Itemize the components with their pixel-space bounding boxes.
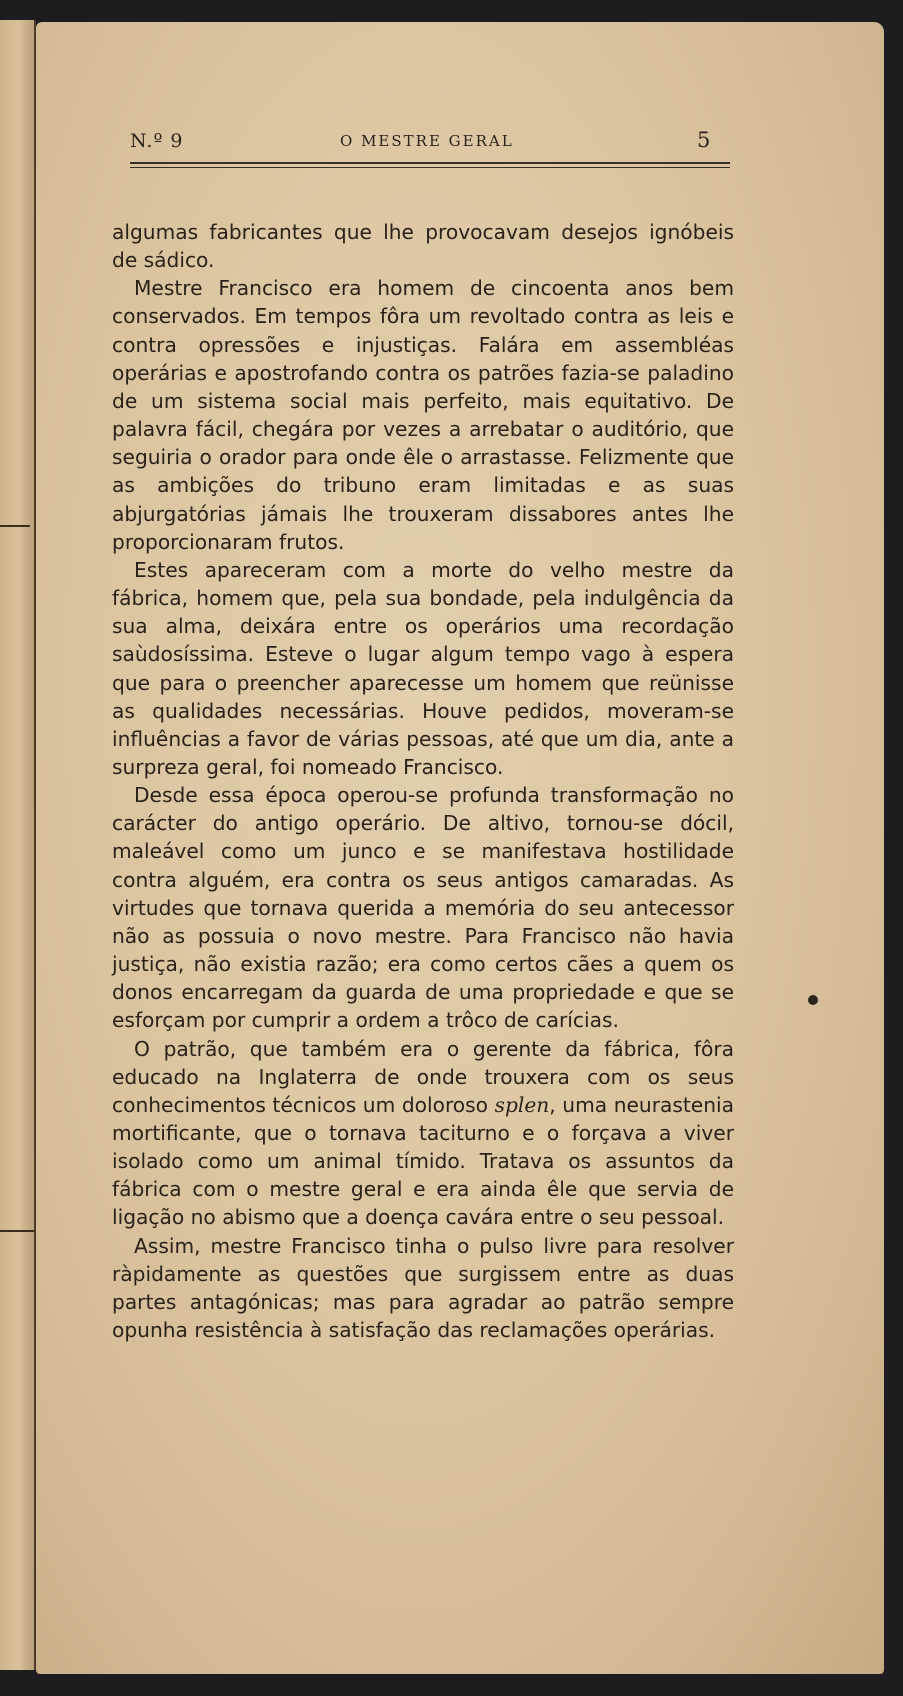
body-text [112,218,734,1344]
binding-mark [0,1230,34,1232]
paragraph-text: Estes apareceram com a morte do velho mestre da fábrica, homem que, pela sua bondade, pela indulgência da sua alma, deixára entre os operários uma recordação saùdosíssima. Esteve o lugar algum tempo vago à espera que para o preencher aparecesse um homem que reünisse as qualidades necessárias. Houve pedidos, moveram-se influências a favor de várias pessoas, até que um dia, ante a surpreza geral, foi nomeado Francisco. [112,557,734,779]
paragraph [112,274,734,556]
page-number: 5 [697,128,711,152]
running-title: O MESTRE GERAL [340,132,514,150]
paragraph [112,556,734,781]
paragraph [112,781,734,1034]
paragraph-text: algumas fabricantes que lhe provocavam desejos ignóbeis de sádico. [112,220,734,273]
italic-word: splen [494,1092,550,1117]
paragraph [112,1035,734,1232]
issue-number: N.º 9 [130,130,184,152]
paragraph [112,1232,734,1345]
paragraph-text: Desde essa época operou-se profunda transformação no carácter do antigo operário. De altivo, tornou-se dócil, maleável como um junco e se manifestava hostilidade contra alguém, era contra os seus antigos camaradas. As virtudes que tornava querida a memória do seu antecessor não as possuia o novo mestre. Para Francisco não havia justiça, não existia razão; era como certos cães a quem os donos encarregam da guarda de uma propriedade e que se esforçam por cumprir a ordem a trôco de carícias. [112,783,734,1033]
header-rule-thin [130,167,730,168]
binding-mark [0,525,30,527]
paragraph-text: Assim, mestre Francisco tinha o pulso livre para resolver ràpidamente as questões que surgissem entre as duas partes antagónicas; mas para agradar ao patrão sempre opunha resistência à satisfação das reclamações operárias. [112,1233,734,1343]
paper-hole [808,995,818,1005]
previous-page-edge [0,20,36,1670]
paragraph-text: O patrão, que também era o gerente da fábrica, fôra educado na Inglaterra de onde trouxera com os seus conhecimentos técnicos um doloroso [112,1036,734,1117]
header-rule [130,162,730,164]
paragraph-text: , uma neurastenia mortificante, que o tornava taciturno e o forçava a viver isolado como um animal tímido. Tratava os assuntos da fábrica com o mestre geral e era ainda êle que servia de ligação no abismo que a doença cavára entre o seu pessoal. [112,1092,734,1230]
paragraph [112,218,734,274]
paragraph-text: Mestre Francisco era homem de cincoenta anos bem conservados. Em tempos fôra um revoltado contra as leis e contra opressões e injustiças. Falára em assembléas operárias e apostrofando contra os patrões fazia-se paladino de um sistema social mais perfeito, mais equitativo. De palavra fácil, chegára por vezes a arrebatar o auditório, que seguiria o orador para onde êle o arrastasse. Felizmente que as ambições do tribuno eram limitadas e as suas abjurgatórias jámais lhe trouxeram dissabores antes lhe proporcionaram frutos. [112,276,734,554]
page-header [130,128,730,158]
